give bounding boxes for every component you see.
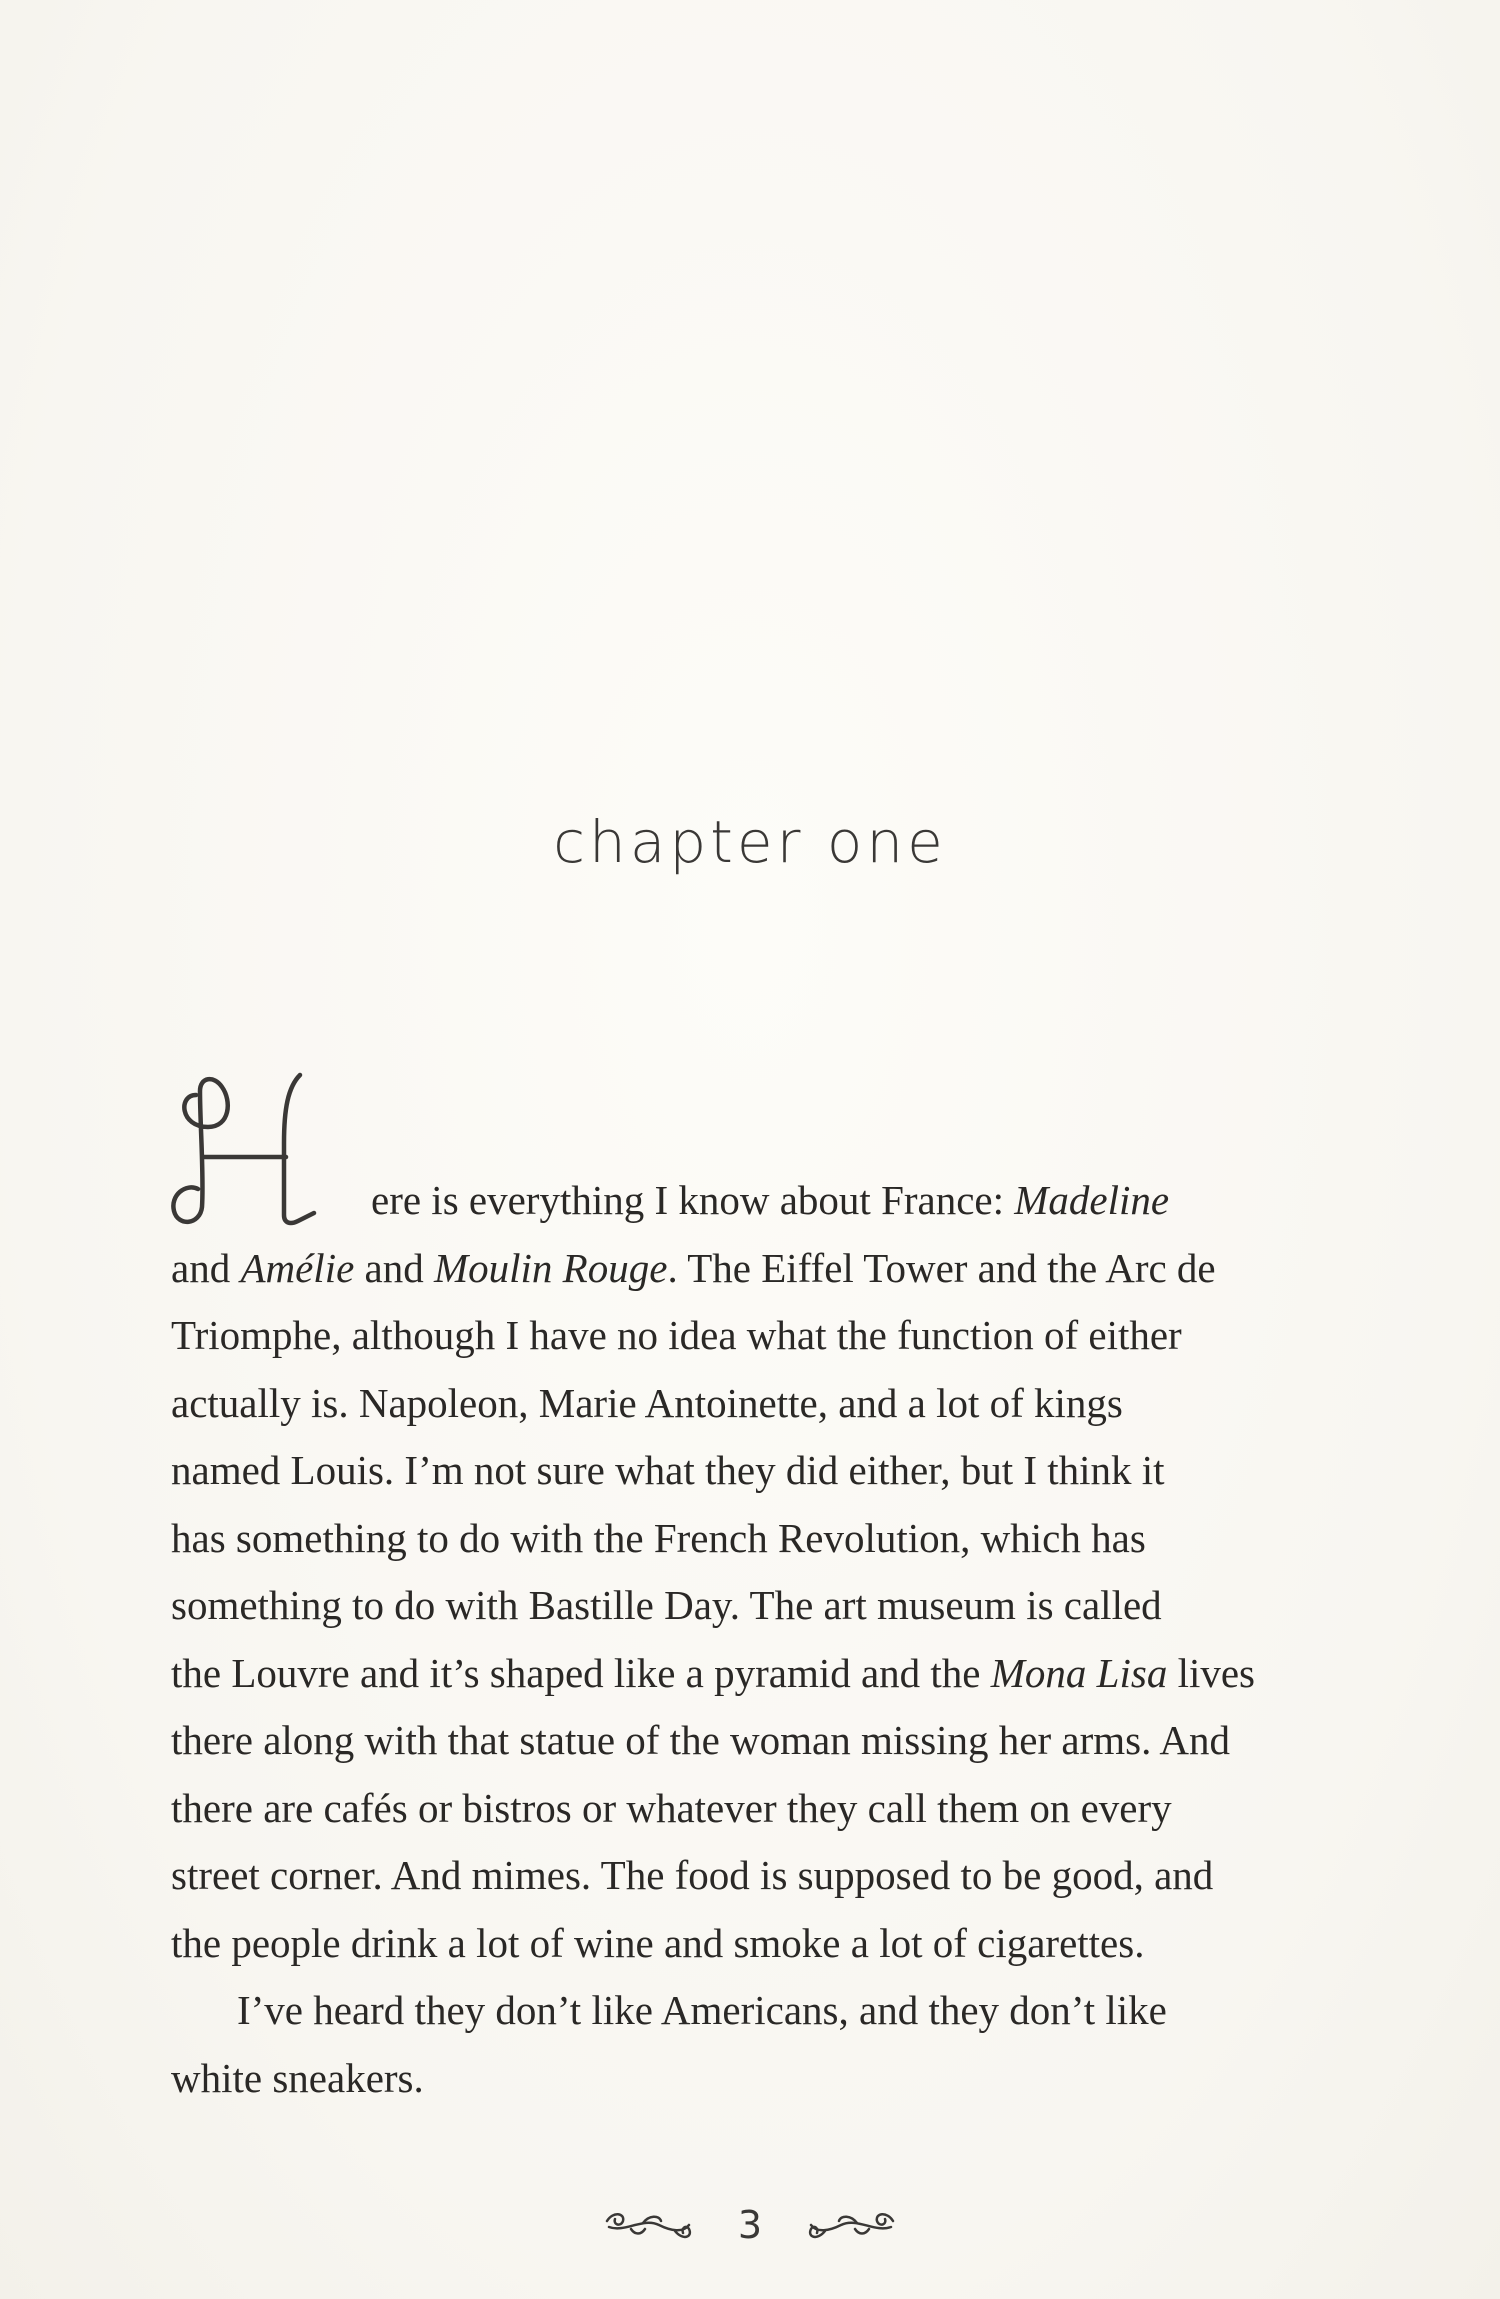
text-line: there are cafés or bistros or whatever they call them on every bbox=[171, 1784, 1172, 1831]
flourish-right-icon bbox=[805, 2207, 897, 2247]
text-line: something to do with Bastille Day. The art museum is called bbox=[171, 1582, 1162, 1628]
text-line: Triomphe, although I have no idea what the function of either bbox=[171, 1312, 1182, 1358]
text-line: has something to do with the French Revolution, which has bbox=[171, 1514, 1146, 1561]
text-line: the Louvre and it’s shaped like a pyramid and the Mona Lisa lives bbox=[171, 1649, 1256, 1696]
paragraph-2 bbox=[171, 1977, 1341, 2112]
text-line: named Louis. I’m not sure what they did either, but I think it bbox=[171, 1447, 1165, 1493]
text-line: and Amélie and Moulin Rouge. The Eiffel Tower and the Arc de bbox=[171, 1244, 1216, 1291]
text-line: the people drink a lot of wine and smoke a lot of cigarettes. bbox=[171, 1919, 1145, 1966]
page-footer bbox=[0, 2195, 1500, 2265]
text-line: ere is everything I know about France: Madeline bbox=[371, 1177, 1170, 1223]
text-line: I’ve heard they don’t like Americans, and they don’t like bbox=[237, 1987, 1167, 2033]
chapter-heading: chapter one bbox=[553, 808, 947, 876]
text-line: street corner. And mimes. The food is supposed to be good, and bbox=[171, 1852, 1214, 1898]
flourish-left-icon bbox=[603, 2207, 695, 2247]
text-line: white sneakers. bbox=[171, 2054, 424, 2101]
text-line: there along with that statue of the woman missing her arms. And bbox=[171, 1717, 1230, 1763]
page-number: 3 bbox=[737, 2203, 763, 2247]
paragraph-1 bbox=[171, 1167, 1341, 1977]
body-text bbox=[171, 1167, 1341, 2112]
text-line: actually is. Napoleon, Marie Antoinette, and a lot of kings bbox=[171, 1379, 1123, 1426]
